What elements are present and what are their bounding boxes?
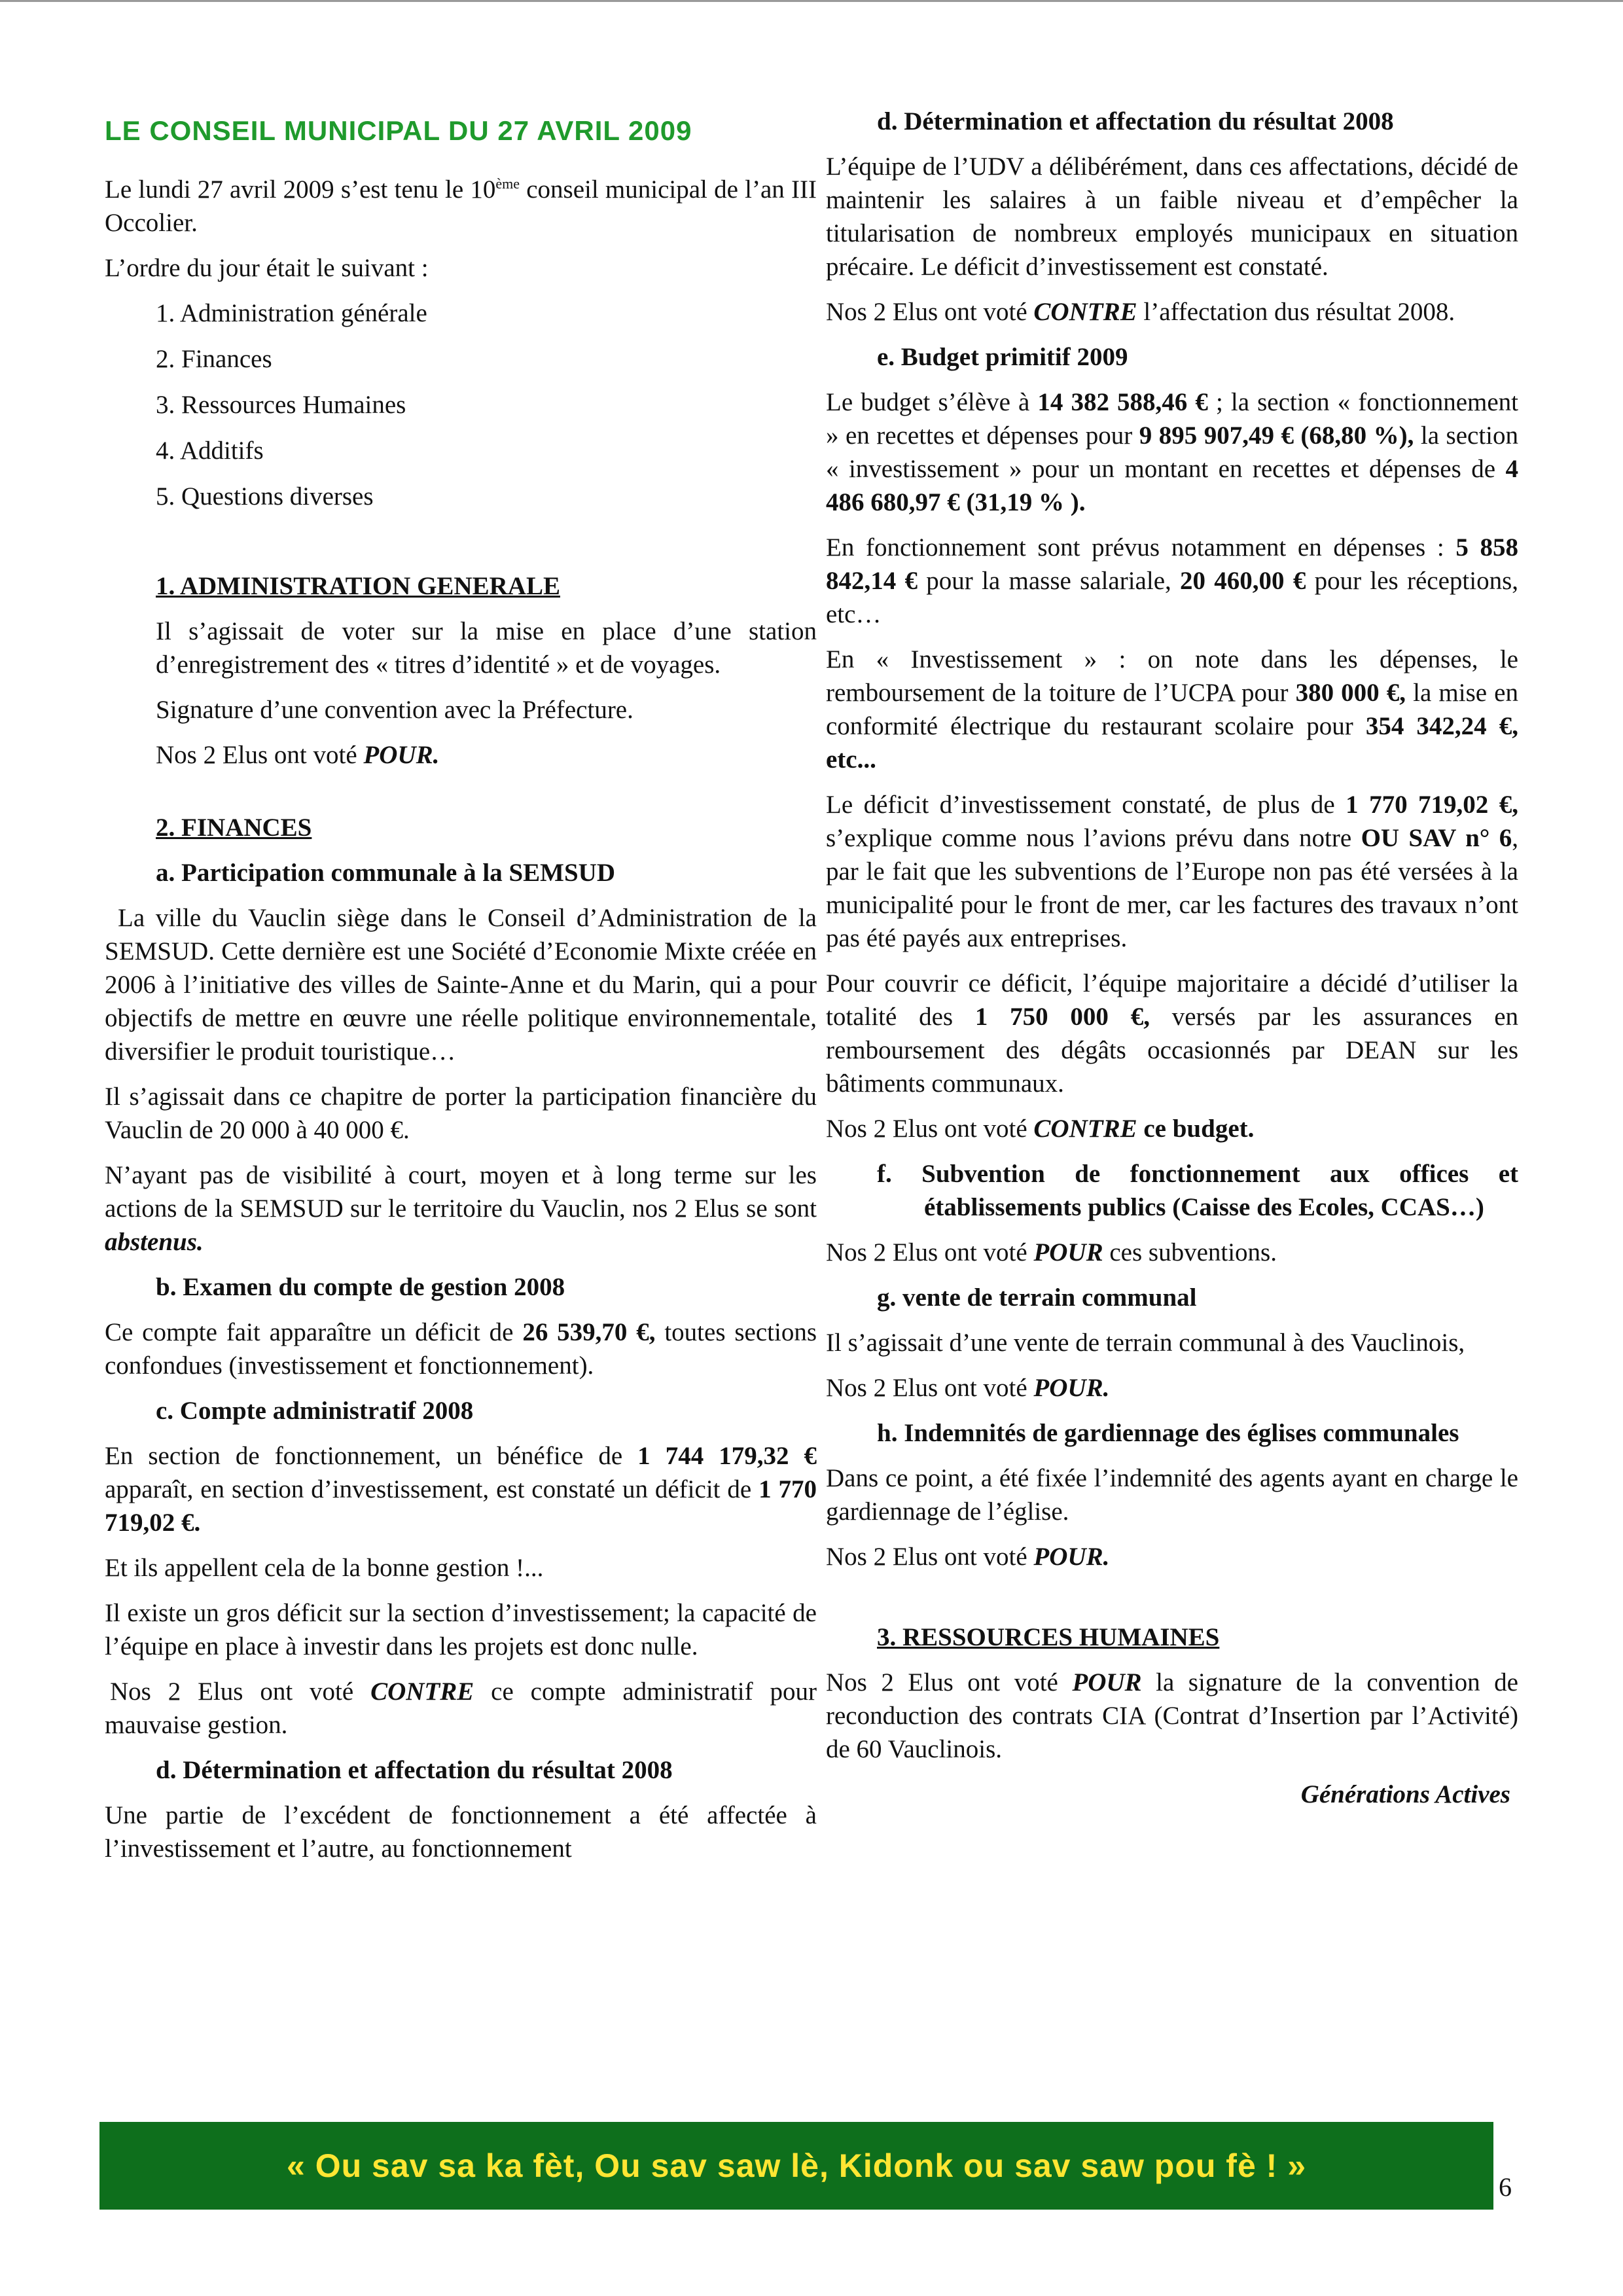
finances-b-paragraph: Ce compte fait apparaître un déficit de 26 539,70 €, toutes sections confondues (investissement et fonctionnement). [105, 1318, 817, 1380]
agenda-item: 5. Questions diverses [156, 482, 374, 511]
finances-f-vote: Nos 2 Elus ont voté POUR ces subventions. [826, 1238, 1277, 1266]
section-heading-ressources-humaines: 3. RESSOURCES HUMAINES [877, 1623, 1220, 1651]
finances-d-paragraph: L’équipe de l’UDV a délibérément, dans ces affectations, décidé de maintenir les salaires à un faible niveau et d’empêcher la titularisation de nombreux employés municipaux en situation précaire. Le déficit d’investissement est constaté. [826, 152, 1518, 281]
finances-a-vote: N’ayant pas de visibilité à court, moyen et à long terme sur les actions de la SEMSUD sur le territoire du Vauclin, nos 2 Elus se sont abstenus. [105, 1161, 817, 1256]
finances-e-paragraph: En « Investissement » : on note dans les dépenses, le remboursement de la toiture de l’UCPA pour 380 000 €, la mise en conformité électrique du restaurant scolaire pour 354 342,24 €, etc... [826, 645, 1519, 774]
finances-e-paragraph: Pour couvrir ce déficit, l’équipe majoritaire a décidé d’utiliser la totalité des 1 750 000 €, versés par les assurances en remboursement des dégâts occasionnés par DEAN sur les bâtiments communaux. [826, 969, 1519, 1098]
finances-c-vote: Nos 2 Elus ont voté CONTRE ce compte administratif pour mauvaise gestion. [105, 1677, 817, 1739]
page-title: LE CONSEIL MUNICIPAL DU 27 AVRIL 2009 [105, 115, 692, 146]
subheading-a: a. Participation communale à la SEMSUD [156, 859, 615, 887]
slogan-text: « Ou sav sa ka fèt, Ou sav saw lè, Kidonk ou sav saw pou fè ! » [287, 2147, 1306, 2184]
finances-h-vote: Nos 2 Elus ont voté POUR. [826, 1543, 1110, 1571]
finances-c-paragraph: Et ils appellent cela de la bonne gestion !... [105, 1554, 544, 1582]
agenda-item: 1. Administration générale [156, 299, 427, 327]
finances-e-paragraph: Le budget s’élève à 14 382 588,46 € ; la section « fonctionnement » en recettes et dépenses pour 9 895 907,49 € (68,80 %), la section « investissement » pour un montant en recettes et dépenses de 4 486 680,97 € (31,19 % ). [826, 388, 1518, 516]
subheading-f: f. Subvention de fonctionnement aux offices et établissements publics (Caisse des Ecoles, CCAS…) [877, 1160, 1518, 1221]
finances-g-paragraph: Il s’agissait d’une vente de terrain communal à des Vauclinois, [826, 1329, 1465, 1357]
page-number: 6 [1499, 2172, 1512, 2202]
agenda-item: 2. Finances [156, 345, 272, 373]
finances-a-paragraph: Il s’agissait dans ce chapitre de porter la participation financière du Vauclin de 20 000 à 40 000 €. [105, 1083, 817, 1144]
subheading-c: c. Compte administratif 2008 [156, 1397, 474, 1425]
section-heading-administration: 1. ADMINISTRATION GENERALE [156, 572, 560, 600]
agenda-list [105, 296, 817, 513]
admin-vote: Nos 2 Elus ont voté POUR. [156, 741, 440, 769]
signature: Générations Actives [1300, 1780, 1510, 1808]
finances-c-paragraph: Il existe un gros déficit sur la section d’investissement; la capacité de l’équipe en place à investir dans les projets est donc nulle. [105, 1599, 817, 1660]
finances-c-paragraph: En section de fonctionnement, un bénéfice de 1 744 179,32 € apparaît, en section d’investissement, est constaté un déficit de 1 770 719,02 €. [105, 1442, 817, 1537]
finances-h-paragraph: Dans ce point, a été fixée l’indemnité des agents ayant en charge le gardiennage de l’église. [826, 1464, 1518, 1526]
subheading-b: b. Examen du compte de gestion 2008 [156, 1273, 565, 1301]
right-column [826, 105, 1518, 1811]
finances-a-paragraph: La ville du Vauclin siège dans le Conseil d’Administration de la SEMSUD. Cette dernière est une Société d’Economie Mixte créée en 2006 à l’initiative des villes de Sainte-Anne et du Marin, qui a pour objectifs de mettre en œuvre une réelle politique environnementale, diversifier le produit touristique… [105, 904, 817, 1066]
finances-e-vote: Nos 2 Elus ont voté CONTRE ce budget. [826, 1115, 1255, 1143]
finances-d-paragraph: Une partie de l’excédent de fonctionnement a été affectée à l’investissement et l’autre, au fonctionnement [105, 1801, 817, 1863]
rh-paragraph: Nos 2 Elus ont voté POUR la signature de la convention de reconduction des contrats CIA (Contrat d’Insertion par l’Activité) de 60 Vauclinois. [826, 1668, 1518, 1763]
subheading-g: g. vente de terrain communal [877, 1283, 1197, 1312]
subheading-e: e. Budget primitif 2009 [877, 343, 1128, 371]
admin-paragraph: Il s’agissait de voter sur la mise en place d’une station d’enregistrement des « titres d’identité » et de voyages. [156, 617, 817, 679]
subheading-h: h. Indemnités de gardiennage des églises communales [877, 1419, 1459, 1447]
admin-paragraph: Signature d’une convention avec la Préfecture. [156, 696, 633, 724]
left-column [105, 98, 817, 1877]
section-heading-finances: 2. FINANCES [156, 814, 312, 842]
intro-paragraph: Le lundi 27 avril 2009 s’est tenu le 10ème conseil municipal de l’an III Occolier. [105, 175, 817, 237]
subheading-d: d. Détermination et affectation du résultat 2008 [156, 1756, 673, 1784]
agenda-intro: L’ordre du jour était le suivant : [105, 254, 429, 282]
finances-e-paragraph: Le déficit d’investissement constaté, de plus de 1 770 719,02 €, s’explique comme nous l’avions prévu dans notre OU SAV n° 6, par le fait que les subventions de l’Europe non pas été versées à la municipalité pour le front de mer, car les factures des travaux n’ont pas été payés aux entreprises. [826, 791, 1518, 952]
finances-d-vote: Nos 2 Elus ont voté CONTRE l’affectation dus résultat 2008. [826, 298, 1455, 326]
subheading-d-continued: d. Détermination et affectation du résultat 2008 [877, 107, 1394, 135]
slogan-banner [99, 2122, 1493, 2210]
top-rule [0, 0, 1623, 2]
finances-e-paragraph: En fonctionnement sont prévus notamment en dépenses : 5 858 842,14 € pour la masse salariale, 20 460,00 € pour les réceptions, etc… [826, 533, 1519, 628]
agenda-item: 3. Ressources Humaines [156, 391, 406, 419]
finances-g-vote: Nos 2 Elus ont voté POUR. [826, 1374, 1110, 1402]
agenda-item: 4. Additifs [156, 437, 264, 465]
